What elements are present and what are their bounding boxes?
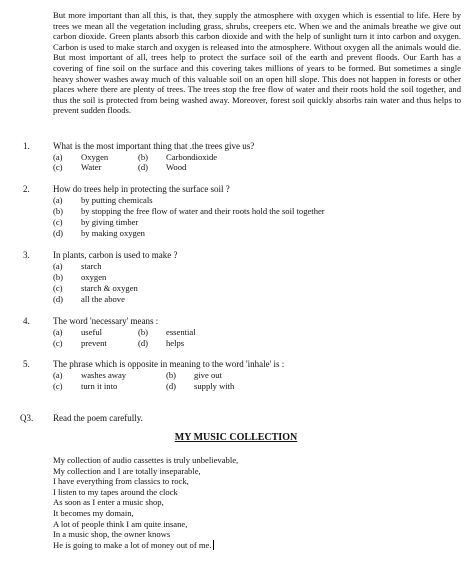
question-number: 5. xyxy=(23,359,30,369)
option-letter: (c) xyxy=(53,338,63,348)
option-text: starch & oxygen xyxy=(81,283,138,293)
poem-line: As soon as I enter a music shop, xyxy=(53,497,164,508)
question-text: The phrase which is opposite in meaning to the word 'inhale' is : xyxy=(53,359,285,369)
option-text: essential xyxy=(166,327,196,337)
option-text: by giving timber xyxy=(81,217,139,227)
question-number: 3. xyxy=(23,250,30,260)
option-text: Water xyxy=(81,162,102,172)
question-text: How do trees help in protecting the surface soil ? xyxy=(53,184,230,194)
option-letter: (c) xyxy=(53,283,63,293)
poem-line: I listen to my tapes around the clock xyxy=(53,486,178,497)
text-cursor xyxy=(213,540,214,550)
option-text: Wood xyxy=(166,162,187,172)
option-text: supply with xyxy=(194,381,235,391)
option-text: oxygen xyxy=(81,272,107,282)
poem-line: My collection and I are totally inseparable, xyxy=(53,465,201,476)
option-text: all the above xyxy=(81,294,125,304)
poem-line: My collection of audio cassettes is truly unbelievable, xyxy=(53,455,239,465)
option-letter: (a) xyxy=(53,152,63,162)
section-instruction: Read the poem carefully. xyxy=(53,413,143,423)
poem-line: It becomes my domain, xyxy=(53,507,134,518)
option-text: by putting chemicals xyxy=(81,195,153,205)
poem-line: A lot of people think I am quite insane, xyxy=(53,518,188,529)
question-number: 4. xyxy=(23,316,30,326)
passage-paragraph: But more important than all this, is that, they supply the atmosphere with oxygen which is essential to life. Here by trees we mean all the vegetation including grass, shrubs, creepers etc. When we and the animals breathe we give out carbon dioxide. Green plants absorb this carbon dioxide and with the help of sunlight turn it into carbon and oxygen. Carbon is used to make starch and oxygen is released into the atmosphere. Without oxygen all the animals would die. But most important of all, trees help to protect the surface soil of the earth and prevent floods. Our Earth has a covering of fine soil on the surface and this covering takes millions of years to be formed. But sometimes a single heavy shower washes away much of this valuable soil on an open hill slope. This does not happen in forests or other places where there are plenty of trees. The trees stop the free flow of water and their roots hold the soil together, and thus the soil is protected from being washed away. Moreover, forest soil quickly absorbs rain water and thus helps to prevent sudden floods. xyxy=(53,10,461,116)
poem-line: He is going to make a lot of money out of me. xyxy=(53,539,212,550)
question-number: 1. xyxy=(23,141,30,151)
option-letter: (b) xyxy=(53,206,64,216)
option-text: washes away xyxy=(81,370,127,380)
question-text: The word 'necessary' means : xyxy=(53,316,159,326)
option-letter: (a) xyxy=(53,195,63,205)
option-letter: (a) xyxy=(53,261,63,271)
option-text: helps xyxy=(166,338,185,348)
option-letter: (a) xyxy=(53,327,63,337)
option-letter: (b) xyxy=(138,152,149,162)
option-letter: (b) xyxy=(166,370,177,380)
option-letter: (c) xyxy=(53,162,63,172)
option-letter: (d) xyxy=(53,294,64,304)
option-text: Carbondioxide xyxy=(166,152,218,162)
option-letter: (c) xyxy=(53,217,63,227)
question-text: What is the most important thing that .the trees give us? xyxy=(53,141,255,151)
poem-body xyxy=(53,455,238,550)
option-letter: (d) xyxy=(138,338,149,348)
option-text: starch xyxy=(81,261,102,271)
option-letter: (d) xyxy=(53,228,64,238)
section-number: Q3. xyxy=(20,413,34,423)
option-letter: (b) xyxy=(138,327,149,337)
poem-line: I have everything from classics to rock, xyxy=(53,476,189,487)
option-letter: (c) xyxy=(53,381,63,391)
option-letter: (a) xyxy=(53,370,63,380)
option-text: useful xyxy=(81,327,103,337)
poem-line: In a music shop, the owner knows xyxy=(53,529,171,540)
option-letter: (d) xyxy=(138,162,149,172)
option-text: give out xyxy=(194,370,222,380)
question-text: In plants, carbon is used to make ? xyxy=(53,250,178,260)
option-text: prevent xyxy=(81,338,107,348)
question-number: 2. xyxy=(23,184,30,194)
option-text: by making oxygen xyxy=(81,228,145,238)
option-letter: (d) xyxy=(166,381,177,391)
option-text: Oxygen xyxy=(81,152,109,162)
option-text: by stopping the free flow of water and their roots hold the soil together xyxy=(81,206,325,216)
poem-title: MY MUSIC COLLECTION xyxy=(174,432,298,443)
option-letter: (b) xyxy=(53,272,64,282)
option-text: turn it into xyxy=(81,381,118,391)
